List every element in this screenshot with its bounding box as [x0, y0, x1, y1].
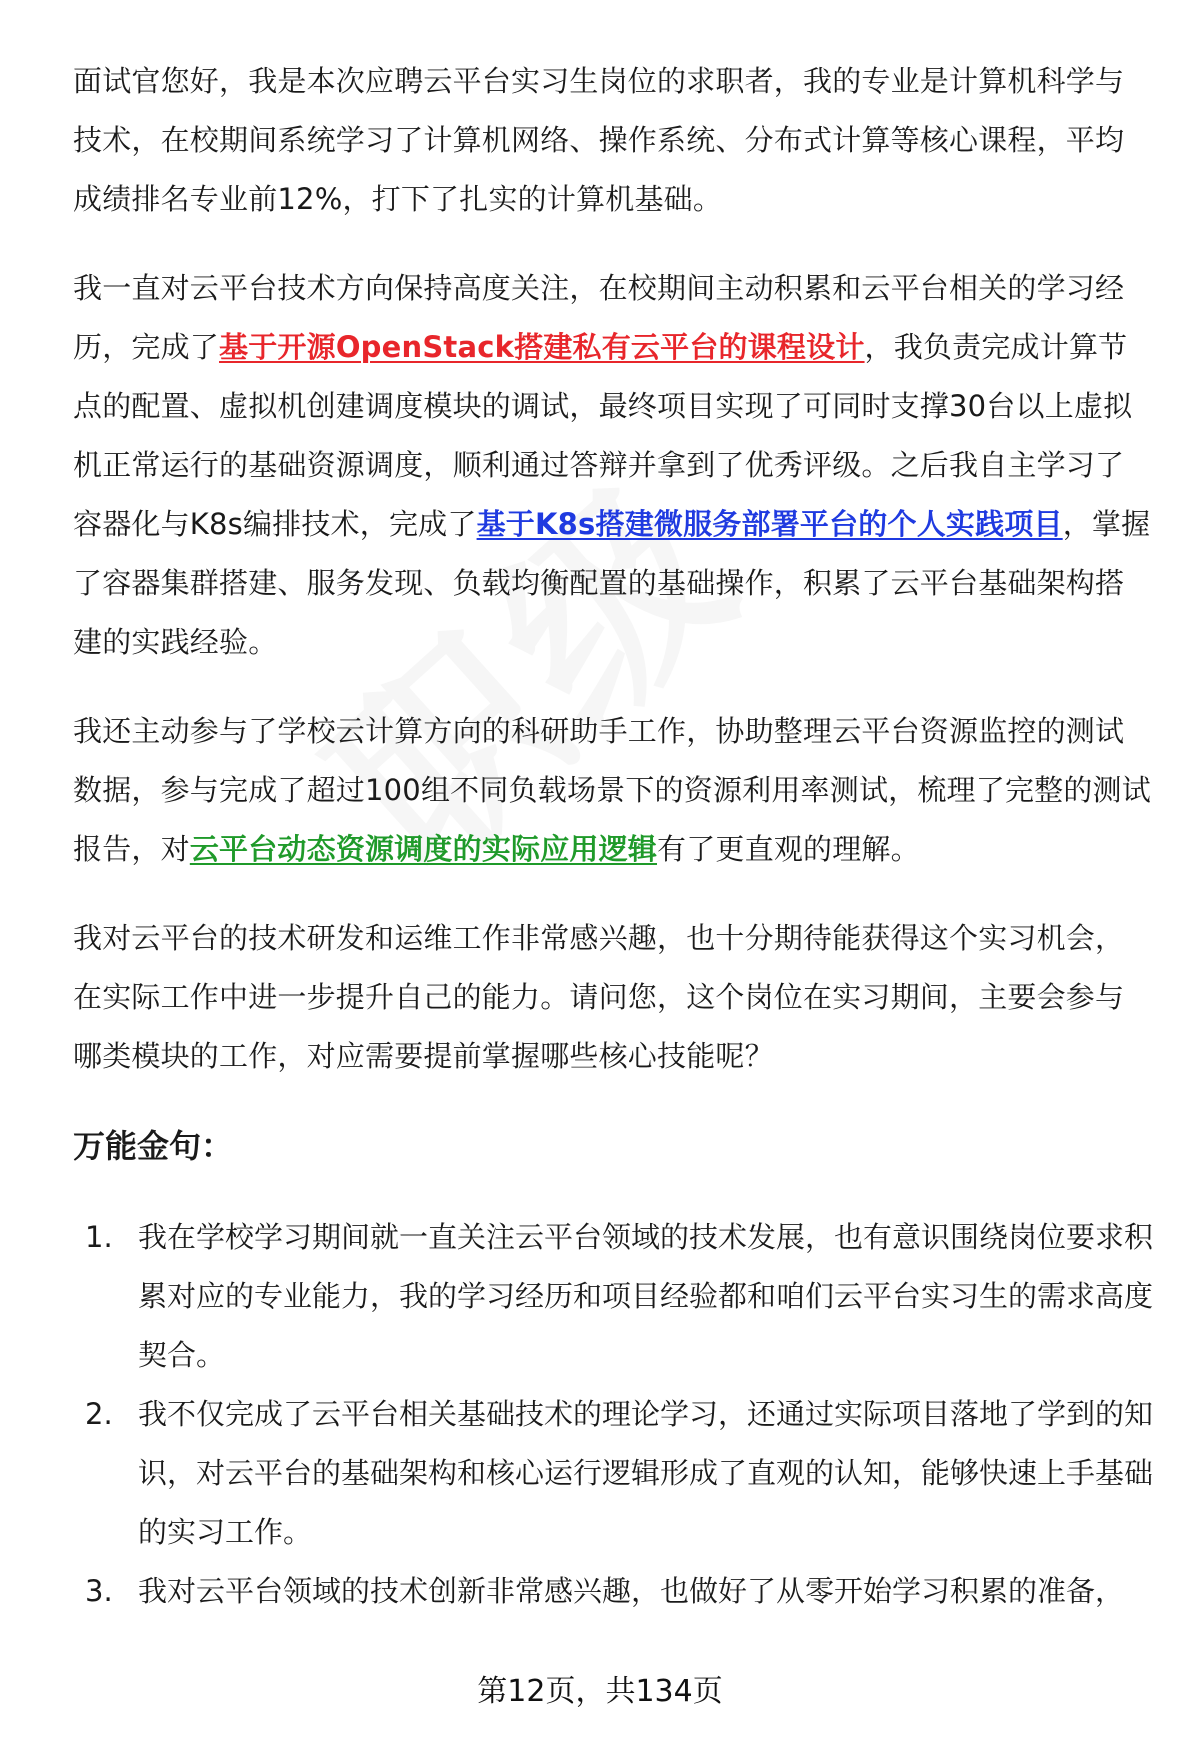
list-item [85, 1562, 1153, 1621]
paragraph-text: ，掌握了容器集群搭建、服务发现、负载均衡配置的基础操作，积累了云平台基础架构搭建的实践经验。 [73, 507, 1151, 659]
section-heading: 万能金句： [73, 1127, 234, 1165]
highlighted-phrase: 基于K8s搭建微服务部署平台的个人实践项目 [476, 507, 1063, 541]
paragraph [73, 52, 1153, 229]
paragraph [73, 259, 1153, 672]
paragraph-text: ，我负责完成计算节点的配置、虚拟机创建调度模块的调试，最终项目实现了可同时支撑30台以上虚拟机正常运行的基础资源调度，顺利通过答辩并拿到了优秀评级。之后我自主学习了容器化与K8s编排技术，完成了 [73, 330, 1133, 541]
page-footer: 第12页，共134页 [477, 1674, 723, 1709]
paragraph-text: 我还主动参与了学校云计算方向的科研助手工作，协助整理云平台资源监控的测试数据，参与完成了超过100组不同负载场景下的资源利用率测试，梳理了完整的测试报告，对 [73, 714, 1151, 866]
list-number: 1. [85, 1220, 113, 1254]
paragraph-text: 面试官您好，我是本次应聘云平台实习生岗位的求职者，我的专业是计算机科学与技术，在校期间系统学习了计算机网络、操作系统、分布式计算等核心课程，平均成绩排名专业前12%，打下了扎实的计算机基础。 [73, 64, 1125, 216]
body-paragraphs [73, 52, 1153, 1086]
paragraph-text: 有了更直观的理解。 [657, 832, 920, 866]
list-item [85, 1208, 1153, 1385]
document-page [73, 52, 1153, 1621]
paragraph-text: 我对云平台的技术研发和运维工作非常感兴趣，也十分期待能获得这个实习机会，在实际工作中进一步提升自己的能力。请问您，这个岗位在实习期间，主要会参与哪类模块的工作，对应需要提前掌握哪些核心技能呢？ [73, 921, 1125, 1073]
golden-sentences-list [73, 1208, 1153, 1621]
list-item-text: 我不仅完成了云平台相关基础技术的理论学习，还通过实际项目落地了学到的知识，对云平台的基础架构和核心运行逻辑形成了直观的认知，能够快速上手基础的实习工作。 [138, 1397, 1154, 1549]
list-number: 2. [85, 1397, 113, 1431]
paragraph-text: 我一直对云平台技术方向保持高度关注，在校期间主动积累和云平台相关的学习经历，完成了 [73, 271, 1125, 364]
paragraph [73, 702, 1153, 879]
list-item-text: 我在学校学习期间就一直关注云平台领域的技术发展，也有意识围绕岗位要求积累对应的专业能力，我的学习经历和项目经验都和咱们云平台实习生的需求高度契合。 [138, 1220, 1154, 1372]
paragraph [73, 909, 1153, 1086]
list-item [85, 1385, 1153, 1562]
list-item-text: 我对云平台领域的技术创新非常感兴趣，也做好了从零开始学习积累的准备， [138, 1574, 1125, 1608]
highlighted-phrase: 云平台动态资源调度的实际应用逻辑 [189, 832, 658, 866]
list-number: 3. [85, 1574, 113, 1608]
highlighted-phrase: 基于开源OpenStack搭建私有云平台的课程设计 [219, 330, 865, 364]
